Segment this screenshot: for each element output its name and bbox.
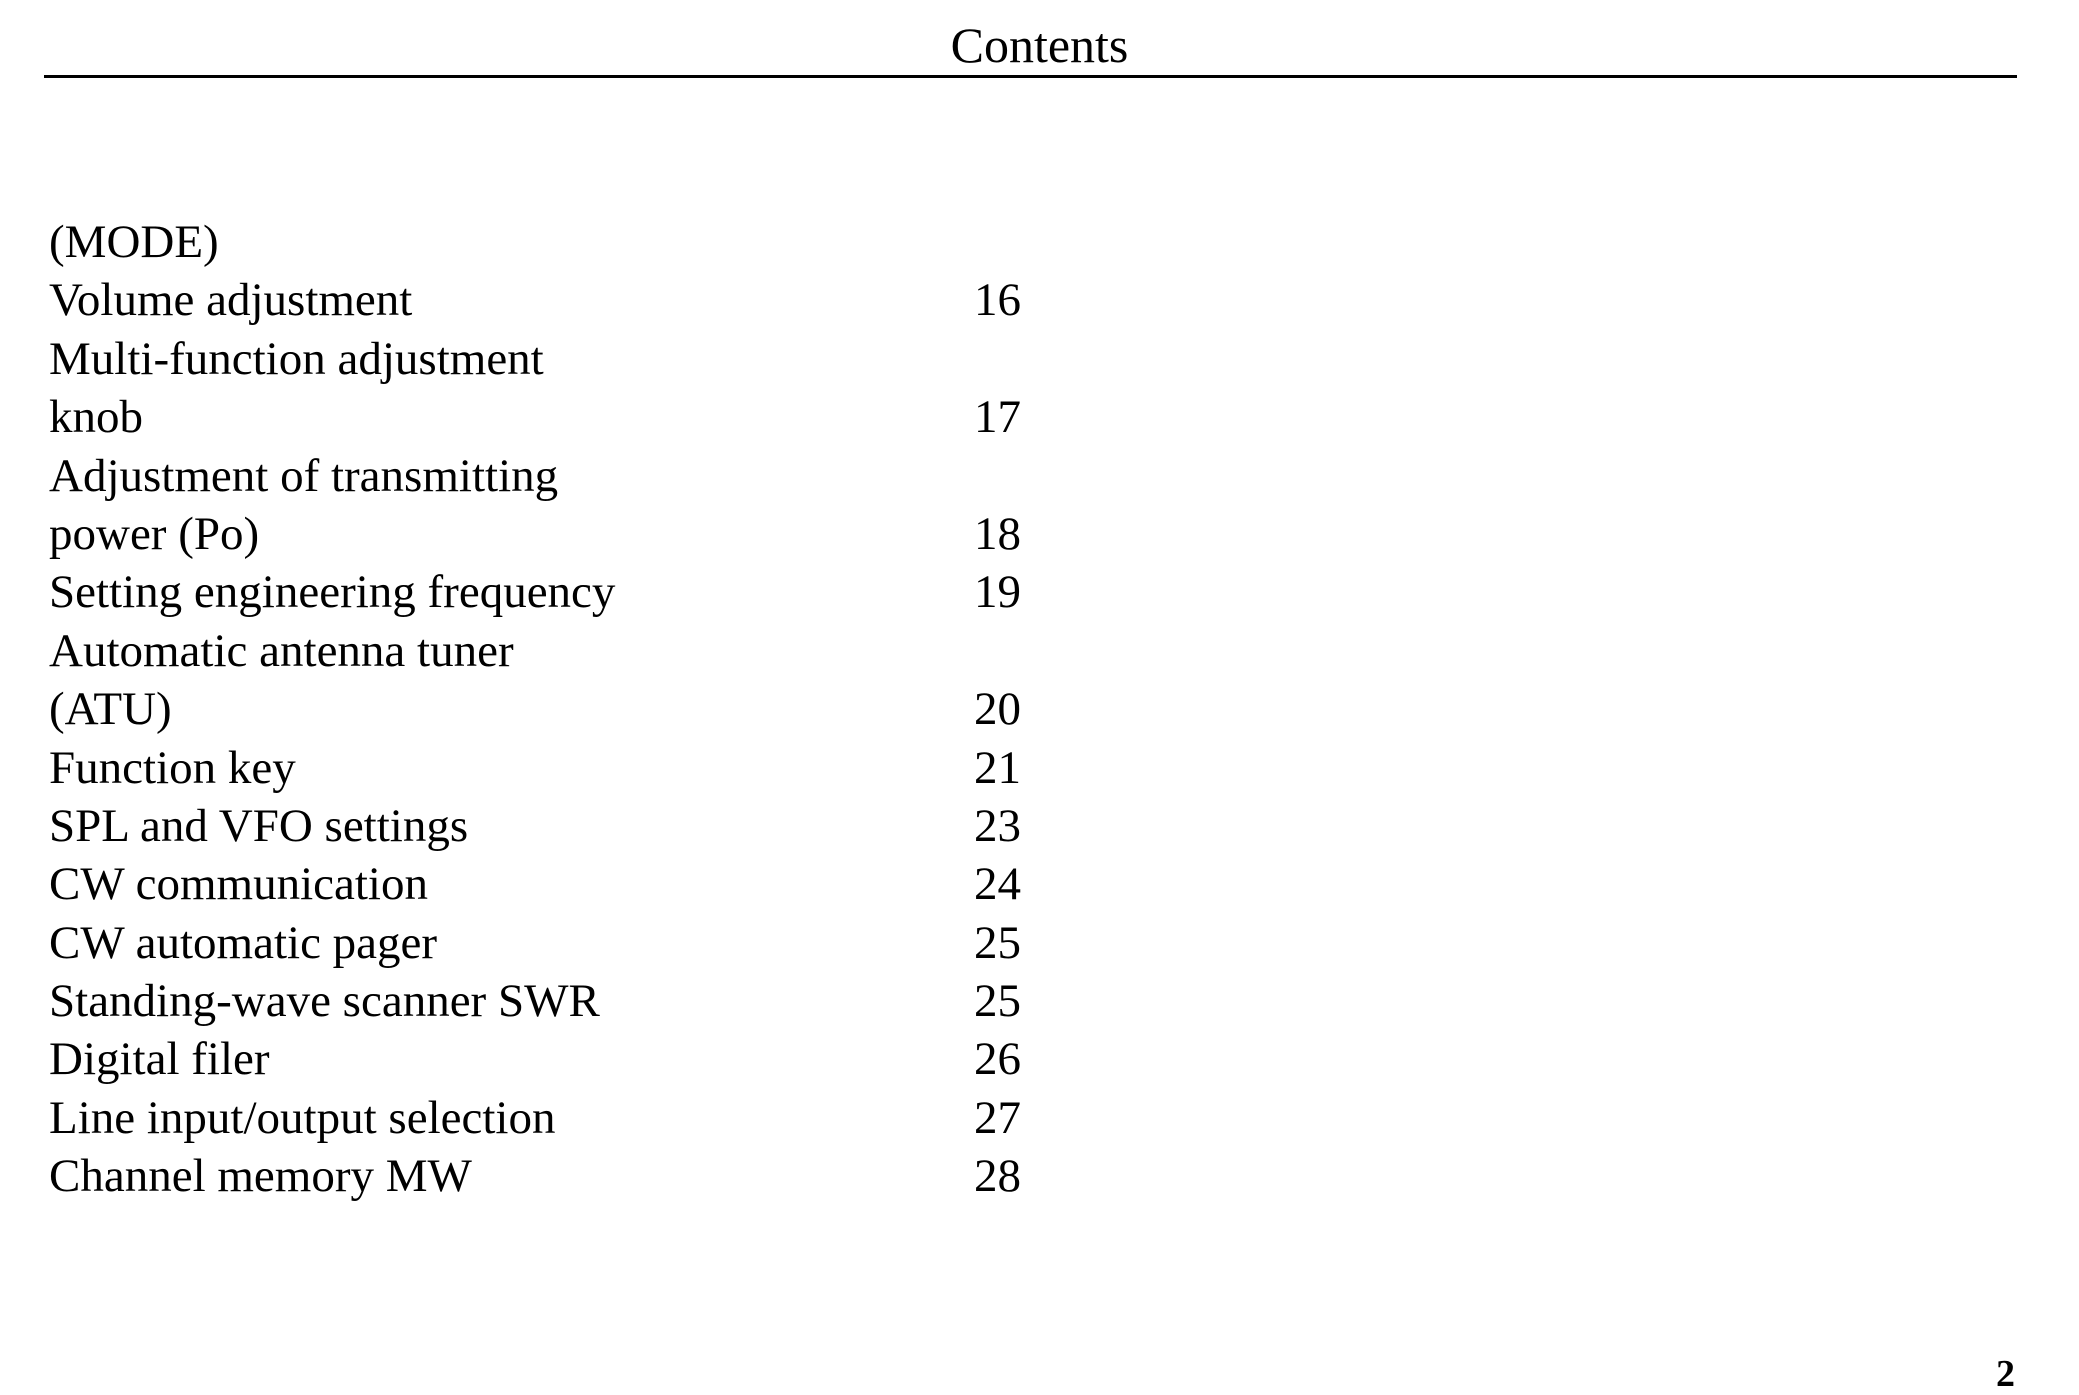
toc-entry-label: Volume adjustment [49,274,413,327]
toc-entry-label: CW automatic pager [49,916,438,969]
toc-entry-label: Standing-wave scanner SWR [49,975,600,1028]
toc-entry-label: power (Po) [49,507,260,560]
toc-entry-page: 17 [974,391,1021,444]
toc-entry [49,1030,1049,1088]
toc-entry-label: Line input/output selection [49,1091,556,1144]
toc-entry [49,447,1049,505]
toc-entry [49,855,1049,913]
toc-entry-label: Multi-function adjustment [49,332,544,385]
toc-entry-page: 18 [974,507,1021,560]
toc-entry [49,622,1049,680]
toc-entry-page: 23 [974,799,1021,852]
toc-entry-label: SPL and VFO settings [49,799,469,852]
toc-entry [49,914,1049,972]
toc-entry-page: 24 [974,858,1021,911]
header-divider [44,75,2017,78]
toc-entry [49,797,1049,855]
toc-entry-label: Channel memory MW [49,1150,472,1203]
toc-entry-page: 27 [974,1091,1021,1144]
toc-entry-page: 16 [974,274,1021,327]
toc-entry-page: 21 [974,741,1021,794]
toc-entry-page: 26 [974,1033,1021,1086]
toc-entry-page: 25 [974,975,1021,1028]
page-title: Contents [950,17,1129,73]
toc-entry [49,739,1049,797]
toc-entry [49,563,1049,621]
toc-entry-label: (MODE) [49,216,219,268]
toc-entry-label: Setting engineering frequency [49,566,616,619]
toc-entry-label: CW communication [49,858,428,911]
toc-entry [49,1147,1049,1205]
toc-entry-page: 25 [974,916,1021,969]
toc-entry-label: Digital filer [49,1033,270,1086]
toc-entry-page: 28 [974,1150,1021,1203]
table-of-contents [49,213,1049,1206]
toc-entry [49,271,1049,329]
toc-entry [49,388,1049,446]
page-number: 2 [1996,1353,2015,1395]
toc-entry [49,213,1049,271]
toc-entry [49,505,1049,563]
toc-entry [49,1089,1049,1147]
toc-entry-label: knob [49,391,143,444]
toc-entry-page: 20 [974,683,1021,736]
toc-entry-label: Automatic antenna tuner [49,624,514,677]
toc-entry [49,330,1049,388]
toc-entry-label: Adjustment of transmitting [49,449,559,502]
toc-entry [49,972,1049,1030]
toc-entry [49,680,1049,738]
toc-entry-label: (ATU) [49,683,172,736]
toc-entry-label: Function key [49,741,296,794]
toc-entry-page: 19 [974,566,1021,619]
